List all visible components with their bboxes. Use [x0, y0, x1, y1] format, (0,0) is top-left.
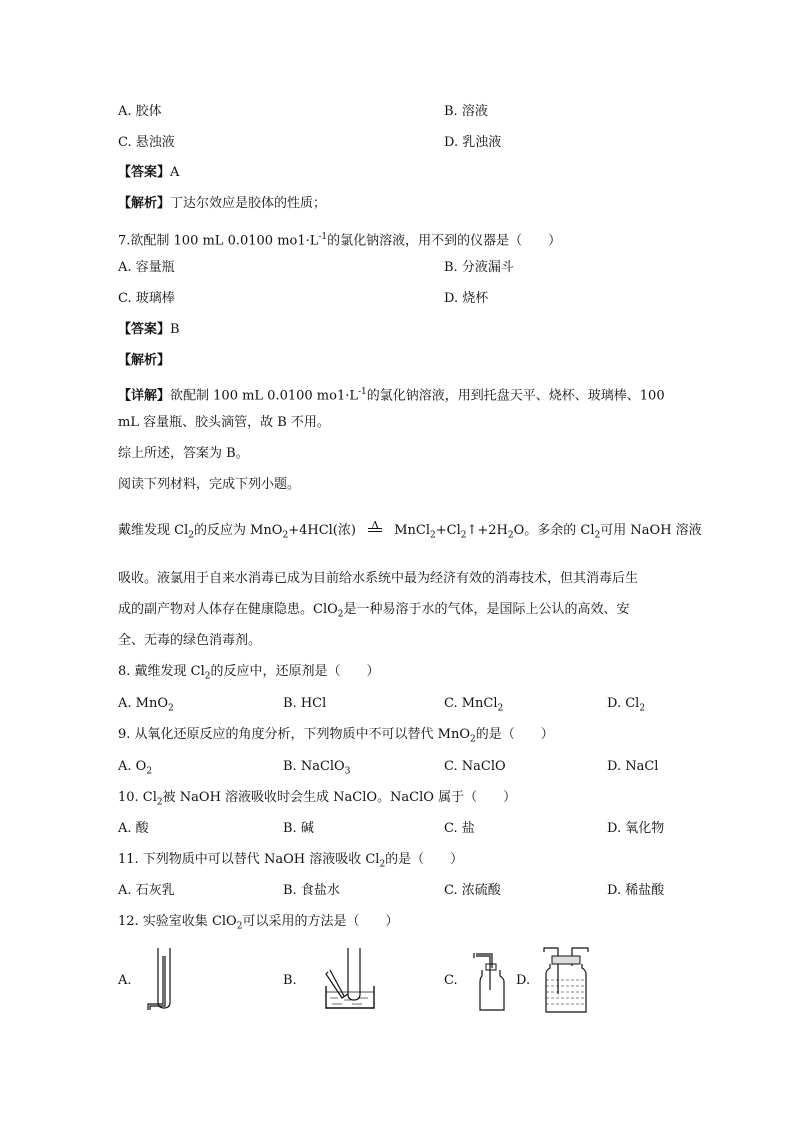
- q-text: 10. Cl: [118, 790, 157, 805]
- q7-answer: [118, 320, 180, 340]
- q6-option-d: D. 乳浊液: [444, 135, 502, 150]
- q9-stem: [118, 725, 554, 750]
- m-sub: 2: [430, 530, 436, 541]
- heat-arrow: [360, 519, 390, 532]
- gas-wash-bottle-figure: [538, 944, 594, 1016]
- q10-option-c: C. 盐: [444, 821, 475, 836]
- q7-option-a: A. 容量瓶: [118, 260, 175, 275]
- q12-option-a-label: A.: [118, 973, 132, 988]
- q-text: 可以采用的方法是（ ）: [242, 914, 399, 929]
- m-text: 的反应为 MnO: [193, 523, 283, 538]
- reading-intro: 阅读下列材料，完成下列小题。: [118, 477, 301, 492]
- q11-option-d: D. 稀盐酸: [607, 883, 665, 898]
- q10-option-d: D. 氧化物: [607, 821, 665, 836]
- q9-option-a: A. $O_2$: [118, 759, 153, 777]
- q-sub: 2: [470, 734, 476, 745]
- q9-option-b: B. NaClO$_3$: [283, 759, 351, 777]
- material-line1: [118, 521, 702, 546]
- answer-value: B: [170, 322, 180, 337]
- inverted-tube-figure: [136, 944, 176, 1012]
- q-text: 9. 从氧化还原反应的角度分析，下列物质中不可以替代 MnO: [118, 727, 471, 742]
- m-text: 戴维发现 Cl: [118, 523, 189, 538]
- analysis-text: 丁达尔效应是胶体的性质；: [170, 196, 327, 211]
- m-text: +4HCl(浓): [288, 523, 356, 538]
- answer-value: A: [170, 165, 180, 180]
- m-sub: 2: [594, 530, 601, 541]
- q11-option-a: A. 石灰乳: [118, 883, 175, 898]
- analysis-label: 【解析】: [118, 196, 171, 211]
- m-sub: 2: [188, 530, 194, 541]
- q11-option-c: C. 浓硫酸: [444, 883, 501, 898]
- q6-option-a: A. 胶体: [118, 104, 162, 119]
- q7-option-d: D. 烧杯: [444, 291, 489, 306]
- q-text: 的是（ ）: [385, 852, 464, 867]
- m-sub: 2: [507, 530, 514, 541]
- q12-option-d-label: D.: [516, 973, 531, 988]
- q-text: 8. 戴维发现 Cl: [118, 664, 205, 679]
- q8-stem: [118, 662, 380, 687]
- m-text: +Cl: [435, 523, 461, 538]
- delta-symbol: Δ: [371, 519, 380, 532]
- answer-label: 【答案】: [118, 165, 171, 180]
- q9-option-d: D. NaCl: [607, 759, 659, 774]
- q8-option-c: C. MnCl$_2$: [444, 696, 504, 714]
- q8-option-b: B. HCl: [283, 696, 327, 711]
- q-text: 11. 下列物质中可以替代 NaOH 溶液吸收 Cl: [118, 852, 380, 867]
- water-trough-figure: [318, 942, 376, 1012]
- q7-detail-line2: mL 容量瓶、胶头滴管，故 B 不用。: [118, 415, 330, 430]
- q8-option-d: D. $Cl_2$: [607, 696, 646, 714]
- q6-option-b: B. 溶液: [444, 104, 488, 119]
- m-sub: 2: [460, 530, 467, 541]
- q-sub: 2: [236, 921, 243, 932]
- m-text: O。多余的 Cl: [513, 523, 595, 538]
- q6-option-c: C. 悬浊液: [118, 135, 175, 150]
- q7-stem: [118, 227, 561, 251]
- q9-option-c: C. NaClO: [444, 759, 506, 774]
- m-text: 成的副产物对人体存在健康隐患。ClO: [118, 602, 338, 617]
- detail-text: 欲配制 100 mL 0.0100 mo1·L: [170, 388, 358, 404]
- material-line4: 全、无毒的绿色消毒剂。: [118, 633, 262, 648]
- m-sub: 2: [337, 609, 344, 620]
- q10-stem: [118, 788, 516, 813]
- q6-analysis: [118, 194, 326, 214]
- q11-stem: [118, 850, 463, 875]
- detail-label: 【详解】: [118, 388, 171, 404]
- q7-stem-text-2: 的氯化钠溶液，用不到的仪器是（ ）: [327, 233, 562, 249]
- q6-answer: [118, 163, 179, 183]
- m-text: 可用 NaOH 溶液: [600, 523, 702, 538]
- q10-option-a: A. 酸: [118, 821, 149, 836]
- q-sub: 2: [379, 859, 386, 870]
- m-text: 是一种易溶于水的气体，是国际上公认的高效、安: [343, 602, 630, 617]
- q-text: 被 NaOH 溶液吸收时会生成 NaClO。NaClO 属于（ ）: [162, 790, 517, 805]
- q7-stem-sup: -1: [318, 232, 328, 242]
- q-sub: 2: [204, 671, 211, 682]
- answer-label: 【答案】: [118, 322, 171, 337]
- q7-summary: 综上所述，答案为 B。: [118, 446, 249, 461]
- gas-bottle-figure: [468, 950, 508, 1014]
- m-text: MnCl: [394, 523, 431, 538]
- material-line3: [118, 600, 630, 625]
- q-text: 的是（ ）: [475, 727, 554, 742]
- q7-option-c: C. 玻璃棒: [118, 291, 175, 306]
- q8-option-a: A. MnO$_2$: [118, 696, 174, 714]
- q12-stem: [118, 912, 398, 937]
- q7-option-b: B. 分液漏斗: [444, 260, 514, 275]
- q7-detail: [118, 382, 665, 406]
- material-line2: 吸收。液氯用于自来水消毒已成为目前给水系统中最为经济有效的消毒技术，但其消毒后生: [118, 571, 639, 586]
- q11-option-b: B. 食盐水: [283, 883, 340, 898]
- detail-text-2: 的氯化钠溶液，用到托盘天平、烧杯、玻璃棒、100: [366, 388, 665, 404]
- q-text: 12. 实验室收集 ClO: [118, 914, 237, 929]
- q-sub: 2: [156, 797, 163, 808]
- q10-option-b: B. 碱: [283, 821, 314, 836]
- q-text: 的反应中，还原剂是（ ）: [210, 664, 380, 679]
- detail-sup: -1: [358, 387, 367, 397]
- q7-analysis-label: 【解析】: [118, 353, 171, 368]
- m-sub: 2: [282, 530, 289, 541]
- q12-option-c-label: C.: [444, 973, 458, 988]
- q7-stem-text: 7.欲配制 100 mL 0.0100 mo1·L: [118, 233, 319, 249]
- m-text: ↑+2H: [466, 523, 508, 538]
- q12-option-b-label: B.: [283, 973, 297, 988]
